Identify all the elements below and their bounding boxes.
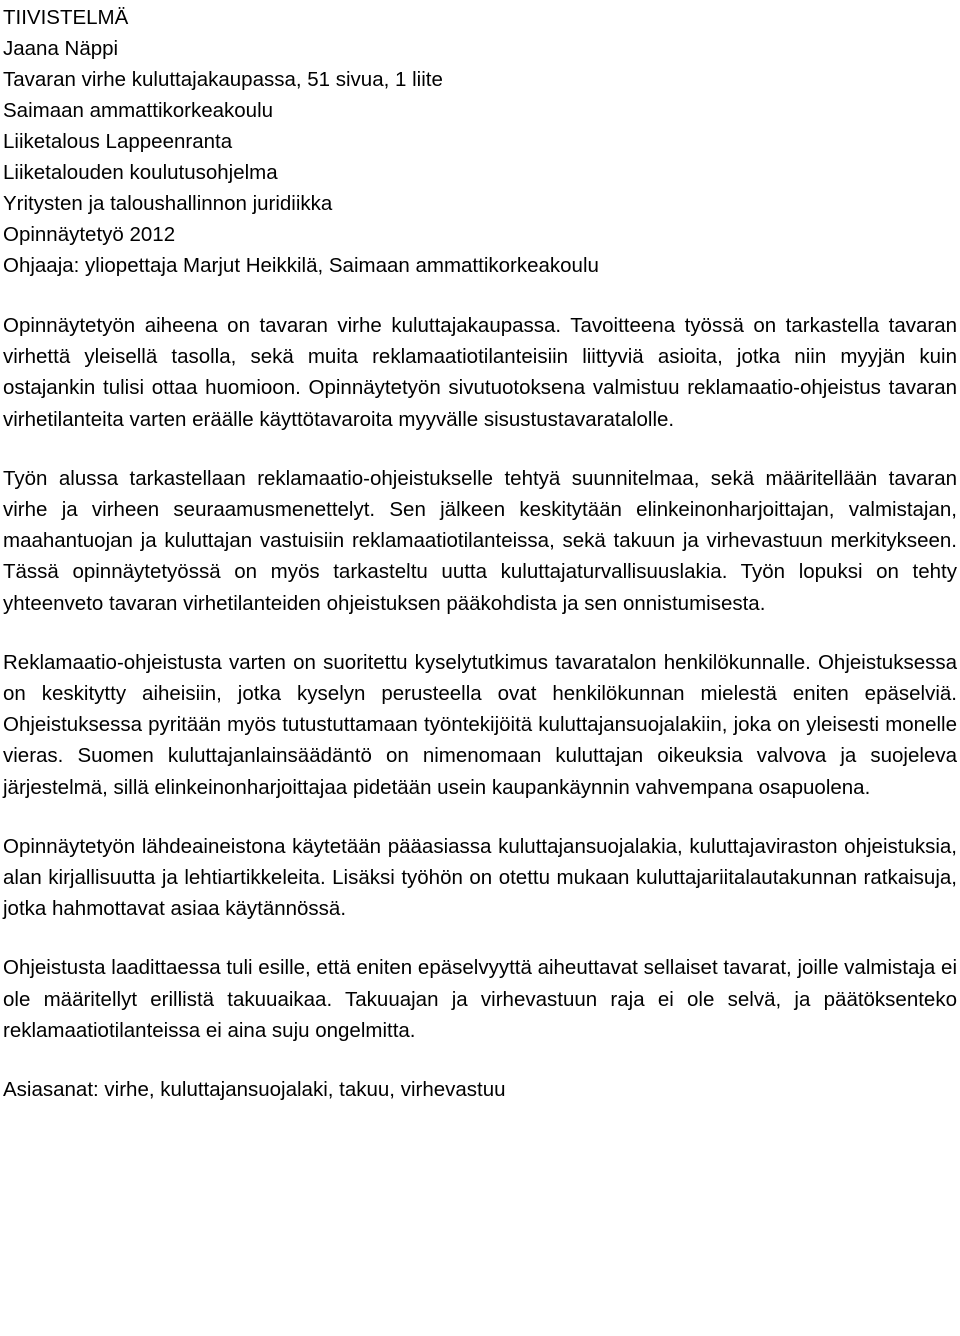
- degree-programme: Liiketalouden koulutusohjelma: [3, 161, 278, 184]
- spacer: [3, 924, 957, 952]
- abstract-paragraph-4: Opinnäytetyön lähdeaineistona käytetään pääasiassa kuluttajansuojalakia, kuluttajaviraston ohjeistuksia, alan kirjallisuutta ja lehtiartikkeleita. Lisäksi työhön on otettu mukaan kuluttajariitalautakunnan ratkaisuja, jotka hahmottavat asiaa käytännössä.: [3, 834, 957, 921]
- institution: Saimaan ammattikorkeakoulu: [3, 99, 274, 122]
- spacer: [3, 1046, 957, 1074]
- spacer: [3, 803, 957, 831]
- keywords: Asiasanat: virhe, kuluttajansuojalaki, takuu, virhevastuu: [3, 1078, 506, 1102]
- spacer: [3, 435, 957, 463]
- abstract-paragraph-1: Opinnäytetyön aiheena on tavaran virhe kuluttajakaupassa. Tavoitteena työssä on tarkastella tavaran virhettä yleisellä tasolla, sekä muita reklamaatiotilanteisiin liittyviä asioita, jotka niin myyjän kuin ostajankin tulisi ottaa huomioon. Opinnäytetyön sivutuotoksena valmistuu reklamaatio-ohjeistus tavaran virhetilanteita varten eräälle käyttötavaroita myyvälle sisustustavaratalolle.: [3, 314, 957, 431]
- supervisor: Ohjaaja: yliopettaja Marjut Heikkilä, Saimaan ammattikorkeakoulu: [3, 254, 599, 277]
- abstract-paragraph-5: Ohjeistusta laadittaessa tuli esille, että eniten epäselvyyttä aiheuttavat sellaiset tavarat, joille valmistaja ei ole määritellyt erillistä takuuaikaa. Takuuajan ja virhevastuun raja ei ole selvä, ja päätöksenteko reklamaatiotilanteissa ei aina suju ongelmitta.: [3, 956, 957, 1042]
- unit: Liiketalous Lappeenranta: [3, 130, 233, 153]
- document-page: [3, 0, 957, 1105]
- author-name: Jaana Näppi: [3, 37, 119, 60]
- thesis-title: Tavaran virhe kuluttajakaupassa, 51 sivua, 1 liite: [3, 68, 443, 91]
- spacer: [3, 619, 957, 647]
- abstract-paragraph-2: Työn alussa tarkastellaan reklamaatio-ohjeistukselle tehtyä suunnitelmaa, sekä määritellään tavaran virhe ja virheen seuraamusmenettelyt. Sen jälkeen keskitytään elinkeinonharjoittajan, valmistajan, maahantuojan ja kuluttajan vastuisiin reklamaatiotilanteissa, sekä takuun ja virhevastuun merkitykseen. Tässä opinnäytetyössä on myös tarkasteltu uutta kuluttajaturvallisuuslakia. Työn lopuksi on tehty yhteenveto tavaran virhetilanteiden ohjeistuksen pääkohdista ja sen onnistumisesta.: [3, 466, 957, 615]
- spacer: [3, 281, 957, 310]
- document-title: TIIVISTELMÄ: [3, 6, 129, 29]
- abstract-paragraph-3: Reklamaatio-ohjeistusta varten on suoritettu kyselytutkimus tavaratalon henkilökunnalle. Ohjeistuksessa on keskitytty aiheisiin, jotka kyselyn perusteella ovat henkilökunnan mielestä eniten epäselviä. Ohjeistuksessa pyritään myös tutustuttamaan työntekijöitä kuluttajansuojalakiin, joka on yleisesti monelle vieras. Suomen kuluttajanlainsäädäntö on nimenomaan kuluttajan oikeuksia valvova ja suojeleva järjestelmä, sillä elinkeinonharjoittajaa pidetään usein kaupankäynnin vahvempana osapuolena.: [3, 650, 957, 799]
- specialisation: Yritysten ja taloushallinnon juridiikka: [3, 192, 333, 215]
- thesis-year: Opinnäytetyö 2012: [3, 223, 176, 246]
- document-header: [3, 2, 957, 281]
